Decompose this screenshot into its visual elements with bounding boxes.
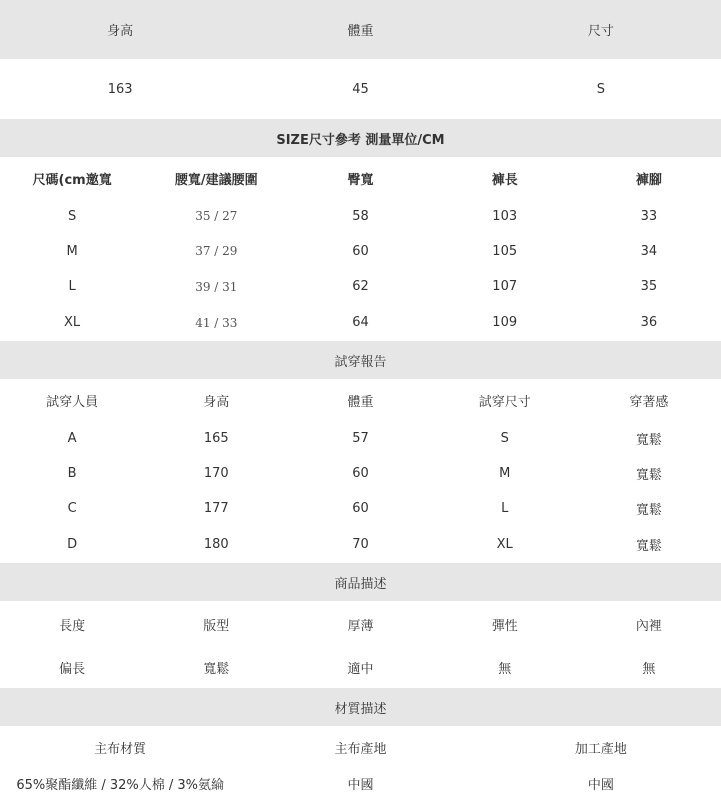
tester-fit: 寬鬆 — [635, 503, 662, 518]
product-description-title-band — [0, 563, 721, 601]
size-chart-header-row — [0, 157, 721, 199]
profile-header-row — [0, 20, 721, 39]
table-row — [0, 199, 721, 233]
waist-value: 39 / 31 — [195, 279, 238, 294]
tester-id: C — [67, 501, 77, 516]
table-row — [0, 455, 721, 491]
tester-height: 180 — [203, 537, 229, 552]
fitting-report-header-row — [0, 379, 721, 421]
table-row — [0, 304, 721, 341]
table-row — [0, 269, 721, 304]
size-chart-header: 褲腳 — [635, 172, 662, 188]
tester-fit: 寬鬆 — [635, 539, 662, 554]
size-chart-title-band — [0, 119, 721, 157]
product-description-header: 厚薄 — [347, 618, 374, 634]
profile-header-weight: 體重 — [347, 24, 374, 39]
tester-size: XL — [496, 537, 513, 552]
profile-value-height: 163 — [107, 81, 133, 97]
tester-size: L — [501, 501, 509, 516]
hem-value: 35 — [640, 279, 658, 294]
tester-size: S — [500, 430, 509, 446]
hem-value: 34 — [640, 243, 658, 259]
product-description-title: 商品描述 — [334, 576, 387, 592]
tester-height: 170 — [203, 465, 229, 481]
tester-id: B — [67, 465, 77, 481]
tester-fit: 寬鬆 — [635, 467, 662, 483]
size-chart-header: 尺碼(cm邀寬 — [32, 172, 112, 188]
size-chart-title: SIZE尺寸參考 測量單位/CM — [276, 132, 445, 148]
processing-origin: 中國 — [587, 778, 614, 793]
fitting-report-header: 試穿尺寸 — [478, 394, 531, 410]
material-composition: 65%聚酯纖維 / 32%人棉 / 3%氨綸 — [16, 778, 225, 793]
size-chart-header: 腰寬/建議腰圍 — [174, 172, 258, 188]
tester-weight: 60 — [352, 501, 369, 516]
hip-value: 64 — [352, 315, 369, 330]
length-value: 109 — [492, 315, 518, 330]
waist-value: 41 / 33 — [195, 315, 238, 330]
product-description-header: 彈性 — [491, 618, 518, 634]
fitting-report-header: 身高 — [203, 394, 230, 410]
tester-weight: 60 — [352, 465, 369, 481]
waist-value: 35 / 27 — [195, 209, 238, 223]
size-chart-header: 臀寬 — [347, 172, 374, 188]
table-row — [0, 491, 721, 526]
hip-value: 60 — [352, 243, 369, 259]
tester-size: M — [499, 465, 511, 481]
product-description-value: 無 — [642, 662, 656, 677]
table-row — [0, 233, 721, 269]
material-description-title: 材質描述 — [334, 701, 387, 717]
fabric-origin: 中國 — [347, 778, 374, 793]
length-value: 103 — [492, 208, 518, 224]
fitting-report-header: 體重 — [347, 394, 374, 410]
tester-weight: 57 — [352, 430, 369, 446]
size-chart-header: 褲長 — [491, 172, 518, 188]
hip-value: 62 — [352, 279, 369, 294]
tester-height: 177 — [203, 501, 229, 516]
size-label: M — [66, 243, 78, 259]
length-value: 105 — [492, 243, 518, 259]
hem-value: 33 — [640, 208, 658, 224]
size-label: XL — [64, 315, 81, 330]
table-row — [0, 421, 721, 455]
profile-values-row — [0, 59, 721, 119]
tester-fit: 寬鬆 — [635, 432, 662, 448]
fitting-report-header: 試穿人員 — [46, 394, 99, 410]
product-description-values-row — [0, 647, 721, 688]
profile-value-weight: 45 — [352, 81, 369, 97]
fitting-report-title-band — [0, 341, 721, 379]
material-description-values-row — [0, 768, 721, 799]
product-description-value: 無 — [498, 662, 512, 677]
size-label: L — [68, 279, 76, 294]
product-description-header: 版型 — [203, 618, 230, 634]
fitting-report-title: 試穿報告 — [334, 354, 387, 370]
profile-header-height: 身高 — [107, 24, 134, 39]
product-description-header-row — [0, 601, 721, 647]
product-description-value: 偏長 — [59, 662, 86, 677]
tester-id: A — [67, 430, 77, 446]
product-description-value: 寬鬆 — [203, 662, 230, 677]
fitting-report-header: 穿著感 — [629, 394, 669, 410]
hem-value: 36 — [640, 315, 658, 330]
table-row — [0, 526, 721, 563]
profile-header-band — [0, 0, 721, 59]
material-description-header-row — [0, 726, 721, 768]
product-description-header: 長度 — [59, 618, 86, 634]
product-description-header: 內裡 — [635, 618, 662, 634]
hip-value: 58 — [352, 208, 369, 224]
tester-height: 165 — [203, 430, 229, 446]
profile-value-size: S — [596, 81, 605, 97]
size-label: S — [67, 208, 77, 224]
profile-header-size: 尺寸 — [587, 24, 614, 39]
material-description-header: 加工產地 — [574, 741, 627, 757]
waist-value: 37 / 29 — [195, 244, 238, 258]
material-description-header: 主布材質 — [94, 741, 147, 757]
length-value: 107 — [492, 279, 518, 294]
tester-weight: 70 — [352, 537, 369, 552]
tester-id: D — [67, 537, 78, 552]
material-description-title-band — [0, 688, 721, 726]
material-description-header: 主布產地 — [334, 741, 387, 757]
product-description-value: 適中 — [347, 662, 374, 677]
